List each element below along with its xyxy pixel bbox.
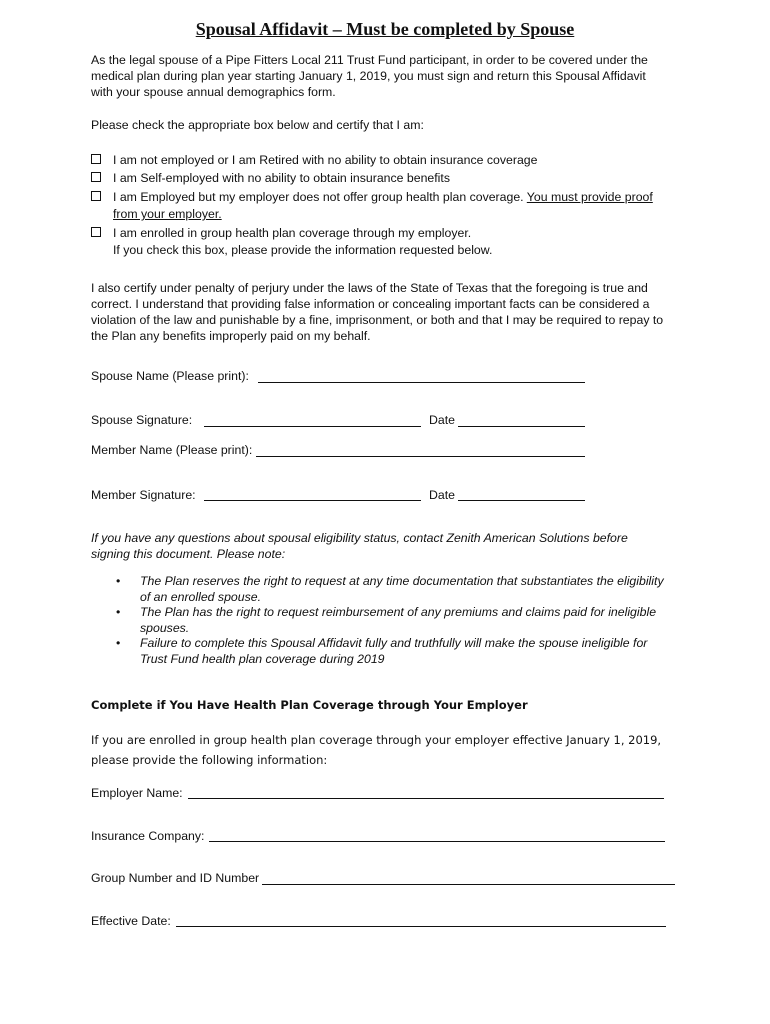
note-line: The Plan reserves the right to request at any time documentation that substantiates the eligibility bbox=[140, 574, 664, 588]
employer-section-intro bbox=[91, 730, 691, 770]
note-line: Trust Fund health plan coverage during 2019 bbox=[140, 651, 385, 666]
certify-line: I also certify under penalty of perjury under the laws of the State of Texas that the foregoing is true and bbox=[91, 281, 648, 295]
spouse-signature-label: Spouse Signature: bbox=[91, 413, 193, 427]
questions-paragraph bbox=[91, 530, 691, 562]
intro-paragraph bbox=[91, 52, 691, 100]
certify-line: violation of the law and punishable by a fine, imprisonment, or both and that I may be required to repay to bbox=[91, 313, 664, 327]
list-item bbox=[116, 574, 691, 605]
certify-line: the Plan any benefits improperly paid on my behalf. bbox=[91, 329, 371, 343]
check-instruction: Please check the appropriate box below and certify that I am: bbox=[91, 118, 424, 132]
list-item bbox=[116, 636, 691, 667]
checkbox-self-employed[interactable] bbox=[91, 172, 101, 182]
spouse-signature-field[interactable] bbox=[204, 426, 421, 427]
spouse-date-field[interactable] bbox=[458, 426, 585, 427]
group-number-field[interactable] bbox=[262, 884, 675, 885]
employer-intro-line: If you are enrolled in group health plan coverage through your employer effective January 1, 2019, bbox=[91, 733, 662, 747]
spouse-name-field[interactable] bbox=[258, 382, 585, 383]
insurance-company-field[interactable] bbox=[209, 841, 665, 842]
effective-date-field[interactable] bbox=[176, 926, 666, 927]
option-not-employed-label: I am not employed or I am Retired with no ability to obtain insurance coverage bbox=[113, 153, 538, 167]
option-employed-text: I am Employed but my employer does not offer group health plan coverage. bbox=[113, 190, 527, 204]
checkbox-employed-no-coverage[interactable] bbox=[91, 191, 101, 201]
bullet-icon: • bbox=[116, 574, 121, 588]
employer-name-field[interactable] bbox=[188, 798, 664, 799]
member-date-field[interactable] bbox=[458, 500, 585, 501]
effective-date-label: Effective Date: bbox=[91, 914, 171, 928]
certification-paragraph bbox=[91, 280, 691, 344]
member-date-label: Date bbox=[429, 488, 455, 502]
member-signature-field[interactable] bbox=[204, 500, 421, 501]
option-self-employed-label: I am Self-employed with no ability to obtain insurance benefits bbox=[113, 171, 450, 185]
note-line: spouses. bbox=[140, 620, 190, 635]
questions-line: If you have any questions about spousal eligibility status, contact Zenith American Solutions before bbox=[91, 531, 628, 545]
option-enrolled-label: I am enrolled in group health plan coverage through my employer. bbox=[113, 226, 472, 240]
proof-requirement-text: You must provide proof bbox=[526, 190, 653, 204]
employer-name-label: Employer Name: bbox=[91, 786, 183, 800]
notes-list bbox=[116, 574, 691, 667]
option-employed-no-coverage-label bbox=[113, 188, 691, 206]
certify-line: correct. I understand that providing false information or concealing important facts can be considered a bbox=[91, 297, 650, 311]
checkbox-enrolled-employer-plan[interactable] bbox=[91, 227, 101, 237]
intro-line: medical plan during plan year starting January 1, 2019, you must sign and return this Spousal Affidavit bbox=[91, 69, 646, 83]
checkbox-not-employed[interactable] bbox=[91, 154, 101, 164]
questions-line: signing this document. Please note: bbox=[91, 547, 286, 561]
intro-line: with your spouse annual demographics form. bbox=[91, 85, 336, 99]
member-name-label: Member Name (Please print): bbox=[91, 443, 253, 457]
employer-section-heading: Complete if You Have Health Plan Coverage through Your Employer bbox=[91, 698, 528, 712]
option-enrolled-note: If you check this box, please provide the information requested below. bbox=[113, 243, 493, 257]
proof-requirement-text-cont: from your employer. bbox=[113, 207, 222, 221]
note-line: Failure to complete this Spousal Affidavit fully and truthfully will make the spouse ineligible for bbox=[140, 636, 648, 650]
note-line: The Plan has the right to request reimbursement of any premiums and claims paid for ineligible bbox=[140, 605, 657, 619]
member-signature-label: Member Signature: bbox=[91, 488, 196, 502]
employer-intro-line: please provide the following information: bbox=[91, 753, 328, 767]
member-name-field[interactable] bbox=[256, 456, 585, 457]
intro-line: As the legal spouse of a Pipe Fitters Local 211 Trust Fund participant, in order to be covered under the bbox=[91, 53, 648, 67]
spouse-date-label: Date bbox=[429, 413, 455, 427]
bullet-icon: • bbox=[116, 605, 121, 619]
bullet-icon: • bbox=[116, 636, 121, 650]
group-number-label: Group Number and ID Number bbox=[91, 871, 260, 885]
spouse-name-label: Spouse Name (Please print): bbox=[91, 369, 249, 383]
insurance-company-label: Insurance Company: bbox=[91, 829, 205, 843]
note-line: of an enrolled spouse. bbox=[140, 589, 262, 604]
page-title: Spousal Affidavit – Must be completed by Spouse bbox=[195, 19, 575, 39]
list-item bbox=[116, 605, 691, 636]
